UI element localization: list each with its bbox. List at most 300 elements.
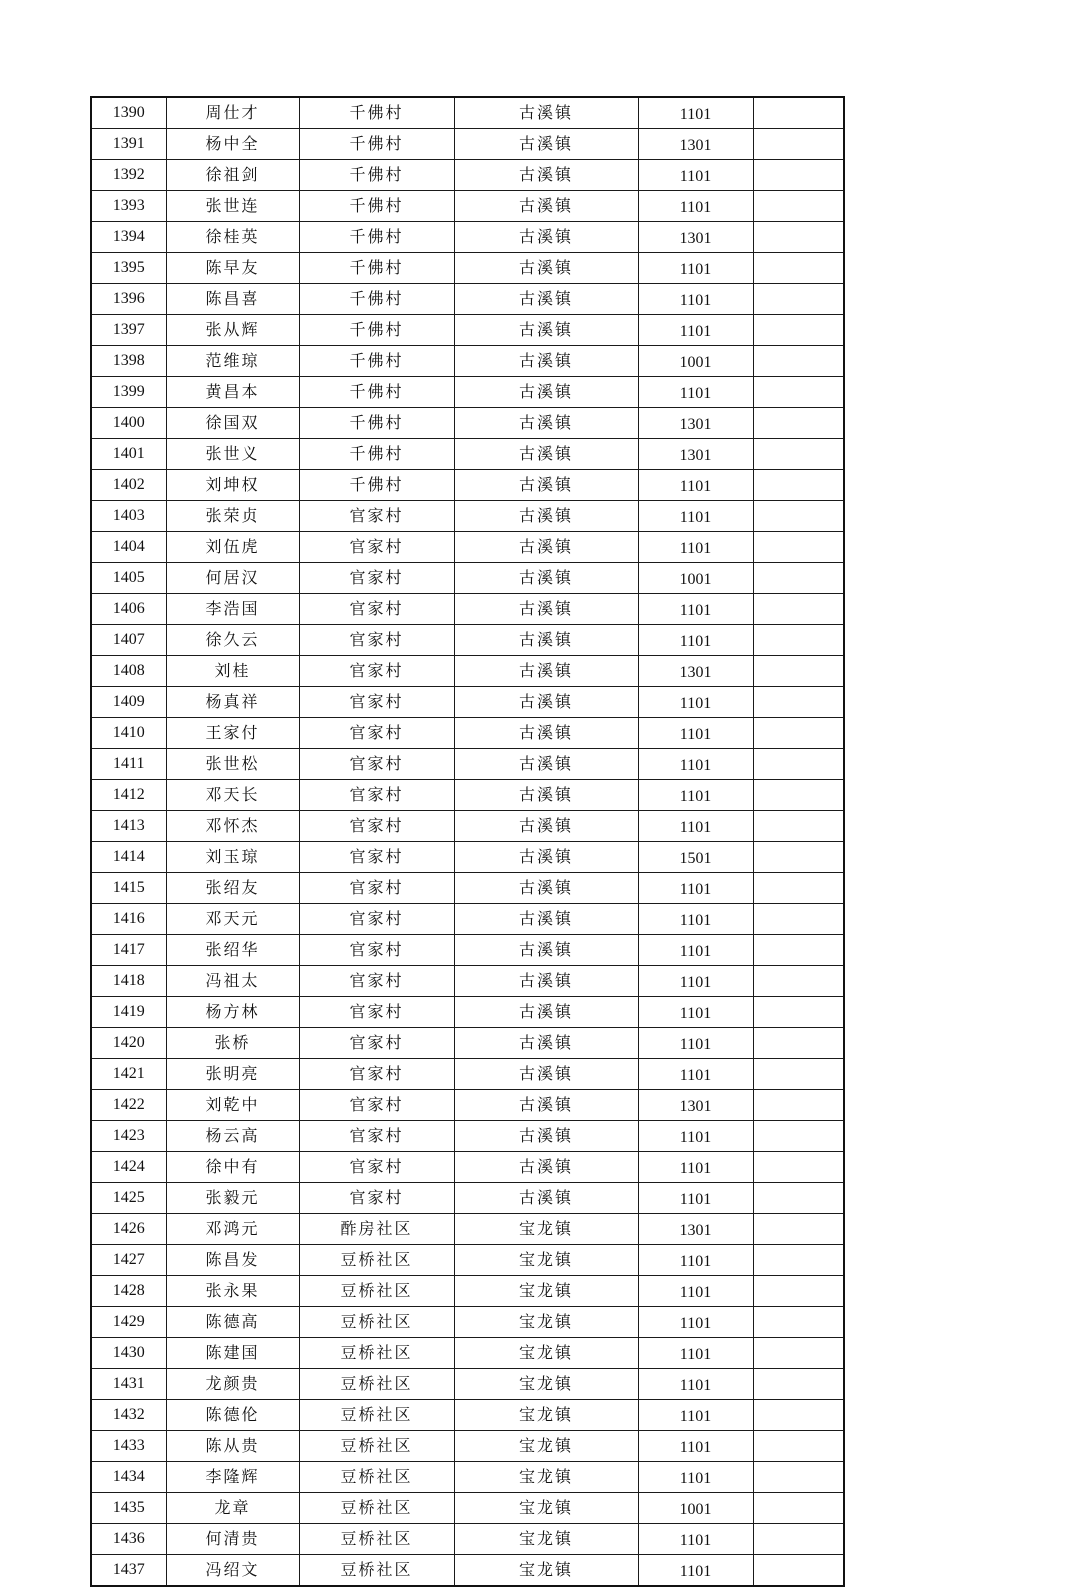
- village-cell: 官家村: [299, 1028, 454, 1059]
- remark-cell: [753, 532, 844, 563]
- seq-cell: 1410: [91, 718, 166, 749]
- remark-cell: [753, 687, 844, 718]
- roster-table: [90, 96, 845, 1587]
- table-row: [91, 780, 844, 811]
- seq-cell: 1421: [91, 1059, 166, 1090]
- remark-cell: [753, 563, 844, 594]
- seq-cell: 1397: [91, 315, 166, 346]
- seq-cell: 1408: [91, 656, 166, 687]
- town-cell: 古溪镇: [454, 594, 638, 625]
- town-cell: 古溪镇: [454, 904, 638, 935]
- code-cell: 1301: [638, 1090, 753, 1121]
- town-cell: 宝龙镇: [454, 1338, 638, 1369]
- seq-cell: 1402: [91, 470, 166, 501]
- code-cell: 1101: [638, 253, 753, 284]
- village-cell: 官家村: [299, 656, 454, 687]
- name-cell: 张世连: [166, 191, 299, 222]
- table-row: [91, 408, 844, 439]
- seq-cell: 1406: [91, 594, 166, 625]
- name-cell: 张明亮: [166, 1059, 299, 1090]
- remark-cell: [753, 439, 844, 470]
- name-cell: 刘桂: [166, 656, 299, 687]
- remark-cell: [753, 811, 844, 842]
- name-cell: 张桥: [166, 1028, 299, 1059]
- town-cell: 古溪镇: [454, 253, 638, 284]
- seq-cell: 1413: [91, 811, 166, 842]
- town-cell: 古溪镇: [454, 687, 638, 718]
- name-cell: 刘伍虎: [166, 532, 299, 563]
- seq-cell: 1415: [91, 873, 166, 904]
- remark-cell: [753, 377, 844, 408]
- remark-cell: [753, 1493, 844, 1524]
- table-row: [91, 1059, 844, 1090]
- seq-cell: 1429: [91, 1307, 166, 1338]
- code-cell: 1101: [638, 966, 753, 997]
- table-row: [91, 1555, 844, 1587]
- seq-cell: 1435: [91, 1493, 166, 1524]
- table-row: [91, 284, 844, 315]
- village-cell: 官家村: [299, 1090, 454, 1121]
- village-cell: 官家村: [299, 1152, 454, 1183]
- seq-cell: 1420: [91, 1028, 166, 1059]
- village-cell: 官家村: [299, 563, 454, 594]
- code-cell: 1101: [638, 780, 753, 811]
- town-cell: 古溪镇: [454, 97, 638, 129]
- code-cell: 1101: [638, 1276, 753, 1307]
- village-cell: 千佛村: [299, 160, 454, 191]
- remark-cell: [753, 284, 844, 315]
- village-cell: 千佛村: [299, 315, 454, 346]
- village-cell: 豆桥社区: [299, 1431, 454, 1462]
- table-row: [91, 1462, 844, 1493]
- village-cell: 酢房社区: [299, 1214, 454, 1245]
- name-cell: 张从辉: [166, 315, 299, 346]
- table-row: [91, 563, 844, 594]
- town-cell: 古溪镇: [454, 1183, 638, 1214]
- table-row: [91, 935, 844, 966]
- remark-cell: [753, 1183, 844, 1214]
- remark-cell: [753, 1369, 844, 1400]
- town-cell: 宝龙镇: [454, 1400, 638, 1431]
- name-cell: 杨中全: [166, 129, 299, 160]
- table-row: [91, 129, 844, 160]
- table-row: [91, 439, 844, 470]
- name-cell: 陈德伦: [166, 1400, 299, 1431]
- name-cell: 王家付: [166, 718, 299, 749]
- seq-cell: 1394: [91, 222, 166, 253]
- remark-cell: [753, 718, 844, 749]
- village-cell: 官家村: [299, 904, 454, 935]
- table-row: [91, 594, 844, 625]
- town-cell: 宝龙镇: [454, 1462, 638, 1493]
- code-cell: 1101: [638, 191, 753, 222]
- town-cell: 古溪镇: [454, 935, 638, 966]
- village-cell: 千佛村: [299, 97, 454, 129]
- name-cell: 周仕才: [166, 97, 299, 129]
- seq-cell: 1436: [91, 1524, 166, 1555]
- remark-cell: [753, 470, 844, 501]
- name-cell: 何居汉: [166, 563, 299, 594]
- code-cell: 1101: [638, 1462, 753, 1493]
- town-cell: 古溪镇: [454, 346, 638, 377]
- code-cell: 1101: [638, 625, 753, 656]
- code-cell: 1301: [638, 408, 753, 439]
- table-row: [91, 222, 844, 253]
- code-cell: 1101: [638, 1555, 753, 1587]
- village-cell: 千佛村: [299, 377, 454, 408]
- name-cell: 范维琼: [166, 346, 299, 377]
- seq-cell: 1424: [91, 1152, 166, 1183]
- name-cell: 徐祖剑: [166, 160, 299, 191]
- village-cell: 官家村: [299, 873, 454, 904]
- table-row: [91, 1338, 844, 1369]
- remark-cell: [753, 315, 844, 346]
- name-cell: 刘坤权: [166, 470, 299, 501]
- name-cell: 邓鸿元: [166, 1214, 299, 1245]
- code-cell: 1101: [638, 1338, 753, 1369]
- village-cell: 千佛村: [299, 222, 454, 253]
- seq-cell: 1423: [91, 1121, 166, 1152]
- code-cell: 1101: [638, 97, 753, 129]
- name-cell: 陈德高: [166, 1307, 299, 1338]
- village-cell: 豆桥社区: [299, 1338, 454, 1369]
- town-cell: 古溪镇: [454, 129, 638, 160]
- town-cell: 古溪镇: [454, 873, 638, 904]
- village-cell: 豆桥社区: [299, 1276, 454, 1307]
- seq-cell: 1400: [91, 408, 166, 439]
- name-cell: 陈建国: [166, 1338, 299, 1369]
- name-cell: 张世松: [166, 749, 299, 780]
- seq-cell: 1407: [91, 625, 166, 656]
- code-cell: 1101: [638, 997, 753, 1028]
- town-cell: 古溪镇: [454, 1090, 638, 1121]
- village-cell: 官家村: [299, 687, 454, 718]
- table-row: [91, 1524, 844, 1555]
- code-cell: 1101: [638, 718, 753, 749]
- code-cell: 1101: [638, 811, 753, 842]
- code-cell: 1101: [638, 687, 753, 718]
- remark-cell: [753, 253, 844, 284]
- town-cell: 古溪镇: [454, 532, 638, 563]
- town-cell: 古溪镇: [454, 811, 638, 842]
- code-cell: 1101: [638, 1121, 753, 1152]
- seq-cell: 1395: [91, 253, 166, 284]
- town-cell: 古溪镇: [454, 1121, 638, 1152]
- table-row: [91, 377, 844, 408]
- seq-cell: 1418: [91, 966, 166, 997]
- town-cell: 古溪镇: [454, 377, 638, 408]
- town-cell: 古溪镇: [454, 718, 638, 749]
- town-cell: 宝龙镇: [454, 1369, 638, 1400]
- village-cell: 官家村: [299, 997, 454, 1028]
- seq-cell: 1419: [91, 997, 166, 1028]
- code-cell: 1101: [638, 1524, 753, 1555]
- name-cell: 徐久云: [166, 625, 299, 656]
- name-cell: 邓天元: [166, 904, 299, 935]
- name-cell: 李浩国: [166, 594, 299, 625]
- code-cell: 1301: [638, 222, 753, 253]
- seq-cell: 1403: [91, 501, 166, 532]
- name-cell: 冯绍文: [166, 1555, 299, 1587]
- name-cell: 张世义: [166, 439, 299, 470]
- table-row: [91, 1400, 844, 1431]
- village-cell: 千佛村: [299, 346, 454, 377]
- village-cell: 官家村: [299, 842, 454, 873]
- table-row: [91, 718, 844, 749]
- remark-cell: [753, 656, 844, 687]
- code-cell: 1501: [638, 842, 753, 873]
- village-cell: 豆桥社区: [299, 1245, 454, 1276]
- code-cell: 1101: [638, 532, 753, 563]
- town-cell: 宝龙镇: [454, 1276, 638, 1307]
- table-row: [91, 1369, 844, 1400]
- town-cell: 古溪镇: [454, 749, 638, 780]
- name-cell: 张永果: [166, 1276, 299, 1307]
- remark-cell: [753, 904, 844, 935]
- table-row: [91, 1028, 844, 1059]
- seq-cell: 1414: [91, 842, 166, 873]
- village-cell: 官家村: [299, 1059, 454, 1090]
- seq-cell: 1431: [91, 1369, 166, 1400]
- code-cell: 1101: [638, 1183, 753, 1214]
- table-row: [91, 1276, 844, 1307]
- code-cell: 1001: [638, 346, 753, 377]
- name-cell: 张绍友: [166, 873, 299, 904]
- name-cell: 邓天长: [166, 780, 299, 811]
- seq-cell: 1430: [91, 1338, 166, 1369]
- seq-cell: 1433: [91, 1431, 166, 1462]
- seq-cell: 1422: [91, 1090, 166, 1121]
- name-cell: 龙颜贵: [166, 1369, 299, 1400]
- village-cell: 官家村: [299, 1121, 454, 1152]
- town-cell: 古溪镇: [454, 1059, 638, 1090]
- name-cell: 黄昌本: [166, 377, 299, 408]
- name-cell: 冯祖太: [166, 966, 299, 997]
- code-cell: 1101: [638, 284, 753, 315]
- name-cell: 徐国双: [166, 408, 299, 439]
- seq-cell: 1404: [91, 532, 166, 563]
- village-cell: 官家村: [299, 532, 454, 563]
- remark-cell: [753, 780, 844, 811]
- code-cell: 1301: [638, 1214, 753, 1245]
- seq-cell: 1416: [91, 904, 166, 935]
- code-cell: 1101: [638, 501, 753, 532]
- remark-cell: [753, 873, 844, 904]
- code-cell: 1101: [638, 1028, 753, 1059]
- village-cell: 官家村: [299, 594, 454, 625]
- table-row: [91, 873, 844, 904]
- seq-cell: 1405: [91, 563, 166, 594]
- name-cell: 张绍华: [166, 935, 299, 966]
- name-cell: 陈从贵: [166, 1431, 299, 1462]
- remark-cell: [753, 997, 844, 1028]
- town-cell: 古溪镇: [454, 656, 638, 687]
- remark-cell: [753, 1431, 844, 1462]
- seq-cell: 1432: [91, 1400, 166, 1431]
- table-row: [91, 1214, 844, 1245]
- code-cell: 1001: [638, 563, 753, 594]
- village-cell: 官家村: [299, 749, 454, 780]
- village-cell: 豆桥社区: [299, 1400, 454, 1431]
- seq-cell: 1427: [91, 1245, 166, 1276]
- remark-cell: [753, 842, 844, 873]
- town-cell: 古溪镇: [454, 439, 638, 470]
- remark-cell: [753, 1028, 844, 1059]
- name-cell: 徐中有: [166, 1152, 299, 1183]
- code-cell: 1101: [638, 1431, 753, 1462]
- table-row: [91, 842, 844, 873]
- table-row: [91, 904, 844, 935]
- town-cell: 宝龙镇: [454, 1245, 638, 1276]
- town-cell: 古溪镇: [454, 842, 638, 873]
- code-cell: 1101: [638, 1152, 753, 1183]
- remark-cell: [753, 129, 844, 160]
- town-cell: 宝龙镇: [454, 1307, 638, 1338]
- seq-cell: 1392: [91, 160, 166, 191]
- town-cell: 古溪镇: [454, 1152, 638, 1183]
- table-row: [91, 1183, 844, 1214]
- village-cell: 千佛村: [299, 439, 454, 470]
- name-cell: 刘玉琼: [166, 842, 299, 873]
- village-cell: 官家村: [299, 780, 454, 811]
- village-cell: 官家村: [299, 501, 454, 532]
- seq-cell: 1411: [91, 749, 166, 780]
- table-row: [91, 253, 844, 284]
- remark-cell: [753, 1152, 844, 1183]
- name-cell: 杨云高: [166, 1121, 299, 1152]
- village-cell: 官家村: [299, 966, 454, 997]
- code-cell: 1301: [638, 129, 753, 160]
- seq-cell: 1409: [91, 687, 166, 718]
- seq-cell: 1426: [91, 1214, 166, 1245]
- village-cell: 千佛村: [299, 284, 454, 315]
- name-cell: 刘乾中: [166, 1090, 299, 1121]
- village-cell: 官家村: [299, 1183, 454, 1214]
- remark-cell: [753, 160, 844, 191]
- name-cell: 邓怀杰: [166, 811, 299, 842]
- name-cell: 张荣贞: [166, 501, 299, 532]
- village-cell: 千佛村: [299, 129, 454, 160]
- code-cell: 1101: [638, 749, 753, 780]
- table-row: [91, 470, 844, 501]
- name-cell: 陈昌喜: [166, 284, 299, 315]
- seq-cell: 1417: [91, 935, 166, 966]
- town-cell: 古溪镇: [454, 997, 638, 1028]
- town-cell: 古溪镇: [454, 191, 638, 222]
- code-cell: 1101: [638, 160, 753, 191]
- code-cell: 1101: [638, 1369, 753, 1400]
- code-cell: 1101: [638, 594, 753, 625]
- table-row: [91, 687, 844, 718]
- remark-cell: [753, 1121, 844, 1152]
- table-row: [91, 1121, 844, 1152]
- name-cell: 李隆辉: [166, 1462, 299, 1493]
- remark-cell: [753, 222, 844, 253]
- remark-cell: [753, 501, 844, 532]
- remark-cell: [753, 625, 844, 656]
- table-row: [91, 315, 844, 346]
- remark-cell: [753, 749, 844, 780]
- code-cell: 1001: [638, 1493, 753, 1524]
- town-cell: 古溪镇: [454, 408, 638, 439]
- village-cell: 千佛村: [299, 408, 454, 439]
- remark-cell: [753, 1307, 844, 1338]
- remark-cell: [753, 594, 844, 625]
- table-row: [91, 1307, 844, 1338]
- remark-cell: [753, 1462, 844, 1493]
- code-cell: 1101: [638, 873, 753, 904]
- village-cell: 豆桥社区: [299, 1307, 454, 1338]
- remark-cell: [753, 1524, 844, 1555]
- code-cell: 1101: [638, 904, 753, 935]
- village-cell: 豆桥社区: [299, 1524, 454, 1555]
- town-cell: 古溪镇: [454, 222, 638, 253]
- village-cell: 千佛村: [299, 470, 454, 501]
- remark-cell: [753, 191, 844, 222]
- seq-cell: 1428: [91, 1276, 166, 1307]
- seq-cell: 1393: [91, 191, 166, 222]
- code-cell: 1101: [638, 1400, 753, 1431]
- remark-cell: [753, 1555, 844, 1587]
- table-row: [91, 97, 844, 129]
- name-cell: 杨真祥: [166, 687, 299, 718]
- remark-cell: [753, 935, 844, 966]
- code-cell: 1101: [638, 1059, 753, 1090]
- town-cell: 宝龙镇: [454, 1555, 638, 1587]
- table-row: [91, 656, 844, 687]
- name-cell: 陈昌发: [166, 1245, 299, 1276]
- table-row: [91, 1152, 844, 1183]
- remark-cell: [753, 1090, 844, 1121]
- town-cell: 宝龙镇: [454, 1214, 638, 1245]
- seq-cell: 1412: [91, 780, 166, 811]
- remark-cell: [753, 1338, 844, 1369]
- remark-cell: [753, 97, 844, 129]
- table-row: [91, 811, 844, 842]
- seq-cell: 1391: [91, 129, 166, 160]
- seq-cell: 1434: [91, 1462, 166, 1493]
- village-cell: 豆桥社区: [299, 1555, 454, 1587]
- code-cell: 1101: [638, 935, 753, 966]
- town-cell: 古溪镇: [454, 284, 638, 315]
- table-row: [91, 1245, 844, 1276]
- village-cell: 豆桥社区: [299, 1493, 454, 1524]
- remark-cell: [753, 966, 844, 997]
- town-cell: 古溪镇: [454, 625, 638, 656]
- remark-cell: [753, 1245, 844, 1276]
- code-cell: 1101: [638, 377, 753, 408]
- remark-cell: [753, 1400, 844, 1431]
- village-cell: 豆桥社区: [299, 1462, 454, 1493]
- remark-cell: [753, 408, 844, 439]
- name-cell: 杨方林: [166, 997, 299, 1028]
- table-row: [91, 1090, 844, 1121]
- table-row: [91, 501, 844, 532]
- village-cell: 千佛村: [299, 253, 454, 284]
- table-row: [91, 997, 844, 1028]
- code-cell: 1101: [638, 315, 753, 346]
- remark-cell: [753, 1276, 844, 1307]
- town-cell: 古溪镇: [454, 470, 638, 501]
- town-cell: 古溪镇: [454, 966, 638, 997]
- village-cell: 官家村: [299, 811, 454, 842]
- code-cell: 1301: [638, 656, 753, 687]
- code-cell: 1101: [638, 1245, 753, 1276]
- table-row: [91, 1493, 844, 1524]
- village-cell: 官家村: [299, 935, 454, 966]
- roster-table-body: [91, 97, 844, 1586]
- seq-cell: 1425: [91, 1183, 166, 1214]
